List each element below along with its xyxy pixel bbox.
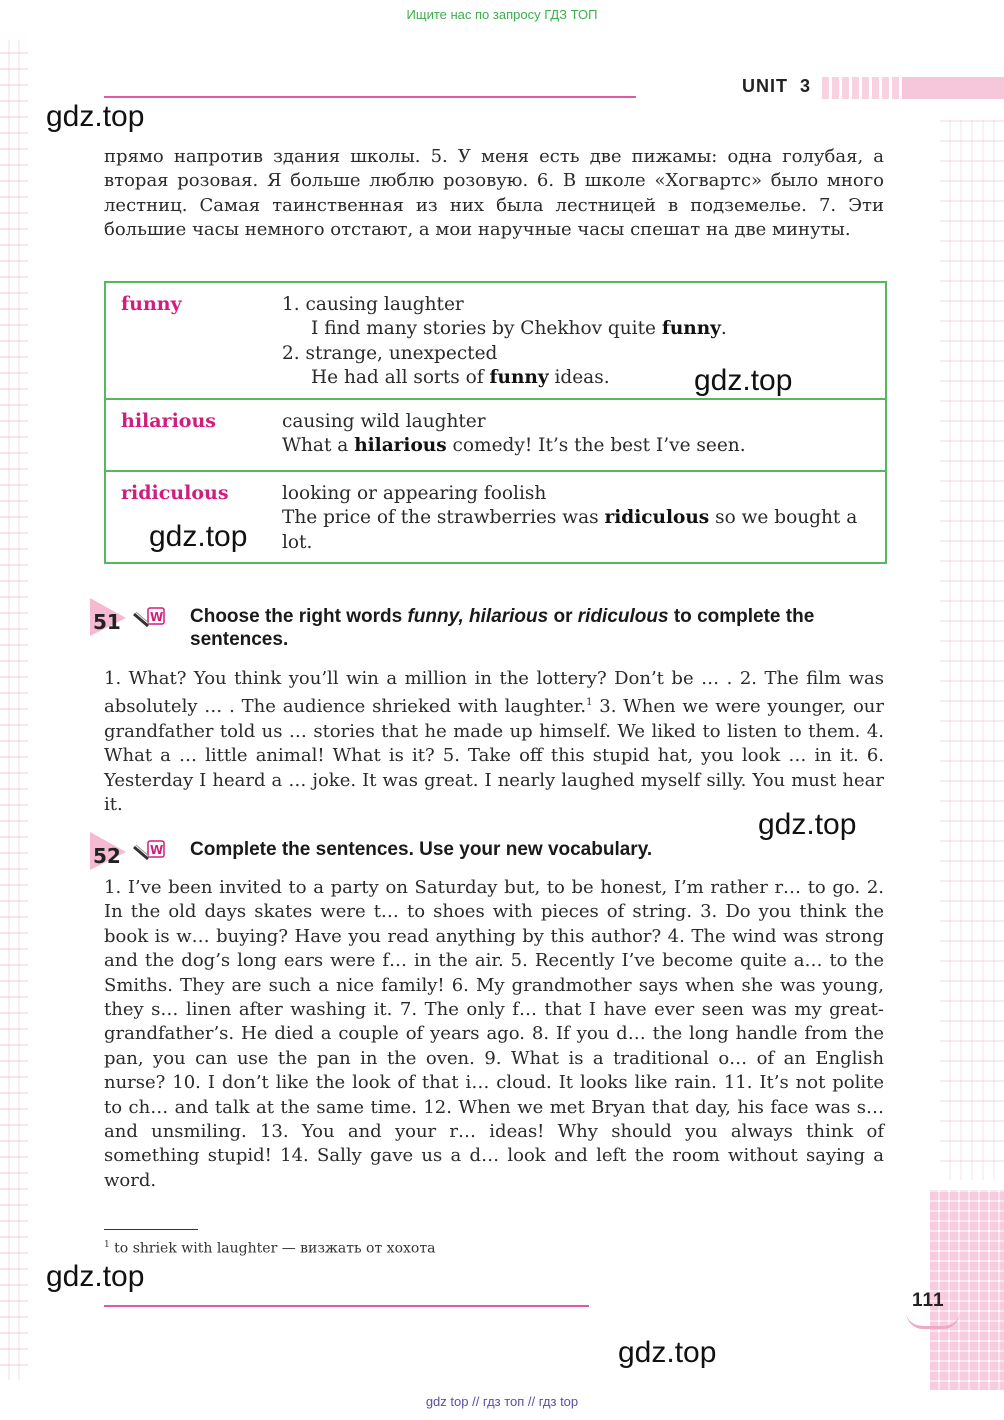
example-text: so we bought a lot.: [282, 507, 858, 553]
intro-paragraph: прямо напротив здания школы. 5. У меня есть две пижамы: одна голубая, а вторая розовая. Я больше люблю розовую. 6. В школе «Хогвартс» было много лестниц. Самая таинственная из них была лестницей в подземелье. 7. Эти большие часы немного отстают, а мои наручные часы спешат на две минуты.: [104, 146, 884, 241]
footnote-ref: 1: [586, 697, 593, 709]
left-margin-pattern: [0, 40, 28, 1380]
footnote-text: to shriek with laughter — визжать от хохота: [109, 1240, 436, 1257]
exercise-number: 52: [93, 844, 121, 868]
sense-definition: strange, unexpected: [305, 342, 498, 364]
example-keyword: funny: [489, 367, 549, 389]
unit-header-block: [902, 77, 1004, 99]
page-number: 111: [912, 1290, 945, 1311]
vocab-word: ridiculous: [121, 482, 229, 504]
watermark-4: gdz.top: [758, 808, 857, 841]
unit-number: 3: [800, 76, 812, 96]
vocab-word: funny: [121, 293, 182, 315]
exercise-51-title: Choose the right words funny, hilarious or ridiculous to complete the sentences.: [190, 606, 815, 650]
sense-definition: causing laughter: [305, 294, 464, 315]
vocab-word: hilarious: [121, 410, 216, 432]
svg-text:W: W: [150, 843, 164, 857]
watermark-2: gdz.top: [694, 364, 793, 397]
sense-number: 1.: [282, 294, 300, 315]
watermark-3: gdz.top: [149, 520, 248, 553]
watermark-5: gdz.top: [46, 1260, 145, 1293]
right-margin-pattern: [940, 120, 1004, 1180]
header-rule: [104, 96, 636, 98]
vocab-definition: [282, 472, 885, 565]
exercise-52-title: Complete the sentences. Use your new vocabulary.: [190, 839, 653, 860]
example-text: ideas.: [548, 367, 610, 389]
vocab-definition: [282, 283, 885, 401]
example-keyword: hilarious: [354, 435, 447, 457]
footnote: [104, 1240, 435, 1257]
exercise-51-text: 1. What? You think you’ll win a million in the lottery? Don’t be … . 2. The film was absolutely … . The audience shrieked with laughter.$^1$ 3. When we were younger, our grandfather told us … stories that he made up himself. We liked to listen to them. 4. What a … little animal! What is it? 5. Take off this stupid hat, you look … in it. 6. Yesterday I heard a … joke. It was great. I nearly laughed myself silly. You must hear it.: [104, 668, 884, 816]
example-text: comedy! It’s the best I’ve seen.: [446, 435, 746, 457]
bottom-links[interactable]: gdz top // гдз топ // гдз top: [425, 1394, 579, 1409]
top-search-banner[interactable]: Ищите нас по запросу ГДЗ ТОП: [406, 7, 598, 22]
footer-rule: [104, 1305, 589, 1307]
sense-definition: causing wild laughter: [282, 411, 486, 432]
pencil-writing-icon: [132, 837, 168, 865]
example-text: What a: [282, 435, 355, 457]
sense-number: 2.: [282, 342, 300, 364]
example-text: I find many stories by Chekhov quite: [311, 318, 662, 340]
watermark-6: gdz.top: [618, 1336, 717, 1369]
exercise-52-text: 1. I’ve been invited to a party on Saturday but, to be honest, I’m rather r… to go. 2. In the old days skates were t… to shoes with pieces of string. 3. Do you think the book is w… buying? Have you read anything by this author? 4. The wind was strong and the dog’s long ears were f… in the air. 5. Recently I’ve become quite a… to the Smiths. They are such a nice family! 6. My grandmother says when she was young, they s… linen after washing it. 7. The only f… that I have ever seen was my great-grandfather’s. He died a couple of years ago. 8. If you d… the long handle from the pan, you can use the pan in the oven. 9. What is a traditional o… of an English nurse? 10. I don’t like the look of that i… cloud. It looks like rain. 11. It’s not polite to ch… and talk at the same time. 12. When we met Bryan that day, his face was s… and unsmiling. 13. You and your r… ideas! Why should you always think of something stupid! 14. Sally gave us a d… look and left the room without saying a word.: [104, 877, 884, 1191]
watermark-1: gdz.top: [46, 100, 145, 133]
example-text: .: [720, 318, 727, 340]
unit-label: UNIT: [742, 76, 788, 96]
vocab-definition: [282, 400, 885, 469]
exercise-52-badge: [88, 830, 128, 872]
exercise-51-badge: [88, 596, 128, 638]
example-keyword: funny: [661, 318, 721, 340]
svg-text:W: W: [150, 610, 164, 624]
unit-header: [742, 76, 811, 97]
exercise-number: 51: [93, 610, 121, 634]
example-keyword: ridiculous: [604, 507, 710, 529]
page-number-swoosh: [906, 1312, 960, 1329]
pencil-writing-icon: [132, 604, 168, 632]
example-text: He had all sorts of: [311, 367, 490, 389]
footnote-mark: 1: [104, 1240, 110, 1250]
sense-definition: looking or appearing foolish: [282, 483, 547, 504]
footnote-separator: [104, 1229, 198, 1230]
vocab-row-hilarious: [106, 398, 885, 470]
example-text: The price of the strawberries was: [282, 507, 605, 529]
